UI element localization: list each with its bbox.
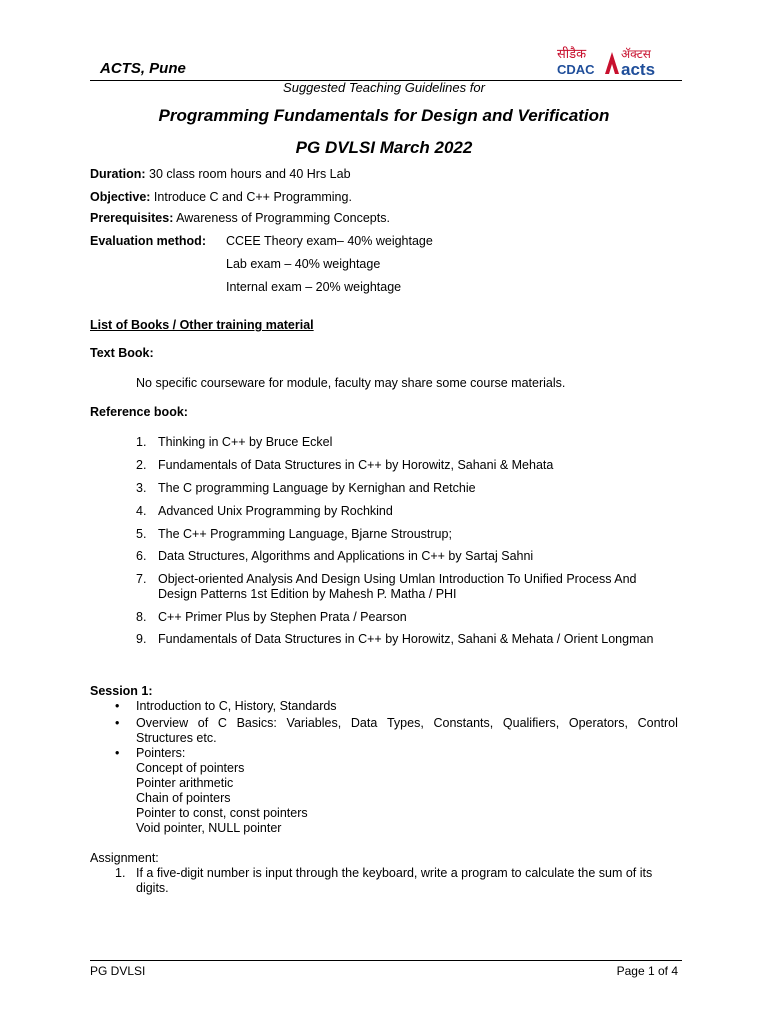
list-item: 2. [136, 458, 147, 472]
eval-item: Lab exam – 40% weightage [226, 257, 381, 271]
pointer-item: Void pointer, NULL pointer [136, 821, 282, 835]
pointer-item: Pointer to const, const pointers [136, 806, 308, 820]
list-item: 4. [136, 504, 147, 518]
org-name: ACTS, Pune [100, 60, 186, 77]
session-bullet-cont: Structures etc. [136, 731, 217, 745]
list-item-text: Object-oriented Analysis And Design Using Umlan Introduction To Unified Process And [158, 572, 637, 586]
pointer-item: Pointer arithmetic [136, 776, 234, 790]
footer-left: PG DVLSI [90, 964, 146, 978]
cdac-acts-logo [555, 44, 680, 78]
reference-label: Reference book: [90, 405, 188, 419]
session-bullet-text: Pointers: [136, 746, 186, 760]
list-item: 9. [136, 632, 147, 646]
bullet-icon: • [115, 716, 120, 730]
list-item-text: Advanced Unix Programming by Rochkind [158, 504, 393, 518]
prereq-line [90, 211, 390, 225]
objective-value: Introduce C and C++ Programming. [153, 190, 352, 204]
assignment-num: 1. [115, 866, 126, 880]
page-subtitle: Suggested Teaching Guidelines for [283, 80, 485, 95]
session-bullet-text: Introduction to C, History, Standards [136, 699, 337, 713]
books-heading: List of Books / Other training material [90, 318, 314, 332]
textbook-label: Text Book: [90, 346, 154, 360]
prereq-label: Prerequisites: [90, 211, 174, 225]
list-item: 8. [136, 610, 147, 624]
pointer-item: Concept of pointers [136, 761, 245, 775]
list-item: 5. [136, 527, 147, 541]
eval-item: CCEE Theory exam– 40% weightage [226, 234, 433, 248]
logo-hindi-left: सीडैक [557, 47, 587, 62]
eval-item: Internal exam – 20% weightage [226, 280, 402, 294]
pointer-item: Chain of pointers [136, 791, 231, 805]
list-item-text: Data Structures, Algorithms and Applications in C++ by Sartaj Sahni [158, 549, 534, 563]
page-title: Programming Fundamentals for Design and Verification [158, 106, 610, 125]
assignment-label: Assignment: [90, 851, 159, 865]
session-bullet-justified: Overview of C Basics: Variables, Data Types, Constants, Qualifiers, Operators, Control [136, 716, 678, 730]
bullet-icon: • [115, 746, 120, 760]
list-item-text: The C programming Language by Kernighan and Retchie [158, 481, 476, 495]
logo-hindi-right: ॲक्टस [621, 47, 651, 61]
bullet-icon: • [115, 699, 120, 713]
assignment-text-cont: digits. [136, 881, 169, 895]
page-number: Page 1 of 4 [616, 964, 678, 978]
duration-value: 30 class room hours and 40 Hrs Lab [149, 167, 351, 181]
objective-label: Objective: [90, 190, 151, 204]
course-title: PG DVLSI March 2022 [295, 138, 473, 157]
prereq-value: Awareness of Programming Concepts. [176, 211, 390, 225]
textbook-value: No specific courseware for module, faculty may share some course materials. [136, 376, 566, 390]
list-item: 7. [136, 572, 147, 586]
list-item: 1. [136, 435, 147, 449]
footer-rule [90, 960, 682, 961]
list-item-text: The C++ Programming Language, Bjarne Stroustrup; [158, 527, 452, 541]
assignment-text: If a five-digit number is input through the keyboard, write a program to calculate the sum of its [136, 866, 653, 880]
duration-line [90, 167, 351, 181]
list-item-text-cont: Design Patterns 1st Edition by Mahesh P. Matha / PHI [158, 587, 457, 601]
session-heading: Session 1: [90, 684, 153, 698]
duration-label: Duration: [90, 167, 146, 181]
list-item: 3. [136, 481, 147, 495]
objective-line [90, 190, 352, 204]
eval-label: Evaluation method: [90, 234, 206, 248]
logo-brand-left: CDAC [557, 62, 595, 77]
list-item-text: C++ Primer Plus by Stephen Prata / Pearson [158, 610, 407, 624]
list-item-text: Fundamentals of Data Structures in C++ by Horowitz, Sahani & Mehata [158, 458, 554, 472]
logo-brand-right: acts [621, 60, 656, 78]
list-item-text: Fundamentals of Data Structures in C++ by Horowitz, Sahani & Mehata / Orient Longman [158, 632, 654, 646]
list-item: 6. [136, 549, 147, 563]
list-item-text: Thinking in C++ by Bruce Eckel [158, 435, 333, 449]
